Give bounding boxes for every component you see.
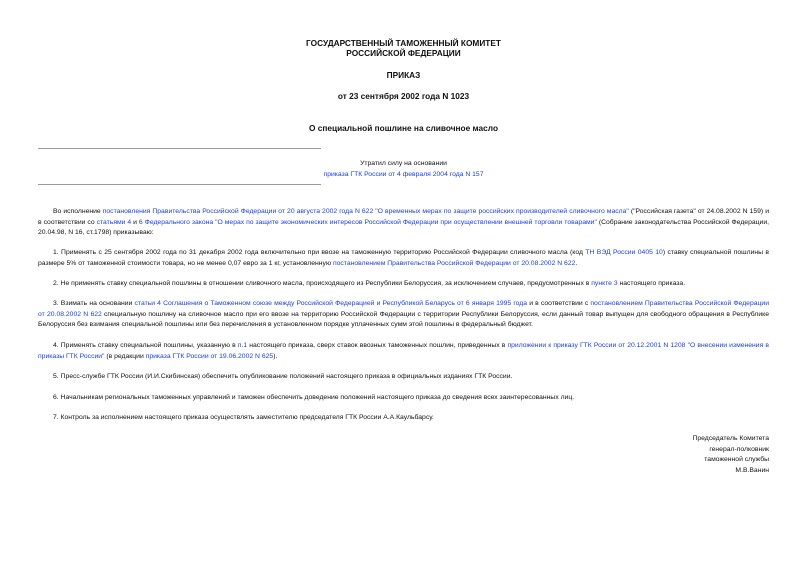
item-text: 2. Не применять ставку специальной пошлины в отношении сливочного масла, происходящего из Республики Белоруссия, за исключением случаев, предусмотренных в [53,280,592,287]
document-subject: О специальной пошлине на сливочное масло [308,123,499,133]
signer-position: Председатель Комитета [692,435,769,442]
item-text: 3. Взимать на основании [53,300,135,307]
signer-rank: генерал-полковник [709,445,769,453]
divider-top [38,148,321,149]
item-text: ) ставку специальной пошлины в размере 5% от таможенной стоимости товара, но не менее 0,07 евро за 1 кг, установленную [38,249,769,267]
preamble-paragraph [38,207,769,239]
preamble-text: Во исполнение [53,208,103,215]
item-text: специальную пошлину на сливочное масло при его ввозе на территорию Российской Федерации с территории Республики Белоруссия, если данный товар выпущен для свободного обращения в Республике Белоруссия без взимания специальной пошлины или без перечисления в установленном порядке уплаченных сумм этой пошлины в федеральный бюджет. [38,310,769,328]
item-5-paragraph: 5. Пресс-службе ГТК России (И.И.Скибинская) обеспечить опубликование положений настоящего приказа в официальных изданиях ГТК России. [53,373,513,380]
item-3-link[interactable]: пункте 3 [591,280,618,287]
item-1-link[interactable]: п.1 [237,342,248,349]
lapsed-order-link[interactable]: приказа ГТК России от 4 февраля 2004 года N 157 [323,171,484,178]
item-4-paragraph [38,341,769,362]
preamble-text: и [131,218,139,226]
item-2-paragraph [38,279,769,290]
order-625-link[interactable]: приказа ГТК России от 19.06.2002 N 625 [145,352,274,360]
item-text: настоящего приказа. [617,280,686,287]
preamble-text: (Собрание законодательства Российской Федерации, 20.04.98, N 16, ст.1798) приказываю: [38,218,769,236]
document-date-number: от 23 сентября 2002 года N 1023 [337,91,470,101]
item-1-paragraph [38,248,769,269]
resolution-622-link[interactable]: постановлением Правительства Российской Федерации от 20.08.2002 N 622 [332,259,576,267]
order-1208-appendix-link[interactable]: приложении к приказу ГТК России от 20.12.2001 N 1208 "О внесении изменения в приказы ГТК России" [38,342,769,360]
customs-union-agreement-link[interactable]: статьи 4 Соглашения о Таможенном союзе между Российской Федерацией и Республикой Беларусь от 6 января 1995 года [134,300,528,307]
preamble-text: ("Российская газета" от 24.08.2002 N 159) и в соответствии со [38,208,769,226]
federal-law-link[interactable]: 6 Федерального закона "О мерах по защите экономических интересов Российской Федерации при осуществлении внешней торговли товарами" [138,218,597,226]
resolution-622-link[interactable]: постановления Правительства Российской Федерации от 20 августа 2002 года N 622 "О временных мерах по защите российских производителей сливочного масла" [102,208,629,215]
item-text: . [575,259,578,267]
item-text: ). [273,352,278,360]
item-7-paragraph: 7. Контроль за исполнением настоящего приказа осуществлять заместителю председателя ГТК России А.А.Каульбарсу. [53,414,434,421]
item-text: 1. Применять с 25 сентября 2002 года по 31 декабря 2002 года включительно при ввозе на таможенную территорию Российской Федерации сливочного масла (код [53,249,586,256]
item-text: (в редакции [104,352,146,360]
resolution-622-link[interactable]: постановлением Правительства Российской Федерации от 20.08.2002 N 622 [38,300,769,318]
item-text: 4. Применять ставку специальной пошлины, указанную в [53,342,238,349]
lapsed-note: Утратил силу на основании [360,160,447,167]
item-text: и в соответствии с [527,300,591,307]
item-text: настоящего приказа, сверх ставок ввозных таможенных пошлин, приведенных в [247,342,508,349]
issuing-authority [0,38,807,58]
signature-block [693,434,770,476]
document-kind: ПРИКАЗ [386,70,421,80]
item-3-paragraph [38,299,769,331]
tnved-code-link[interactable]: ТН ВЭД России 0405 10 [585,249,663,256]
authority-line-1: ГОСУДАРСТВЕННЫЙ ТАМОЖЕННЫЙ КОМИТЕТ [306,38,501,48]
divider-bottom [38,184,321,185]
signer-service: таможенной службы [704,456,769,463]
item-6-paragraph: 6. Начальникам региональных таможенных управлений и таможен обеспечить доведение положений настоящего приказа до сведения всех заинтересованных лиц. [53,394,575,401]
authority-line-2: РОССИЙСКОЙ ФЕДЕРАЦИИ [346,48,461,58]
signer-name: М.В.Ванин [735,466,769,474]
articles-link[interactable]: статьями 4 [96,218,132,226]
